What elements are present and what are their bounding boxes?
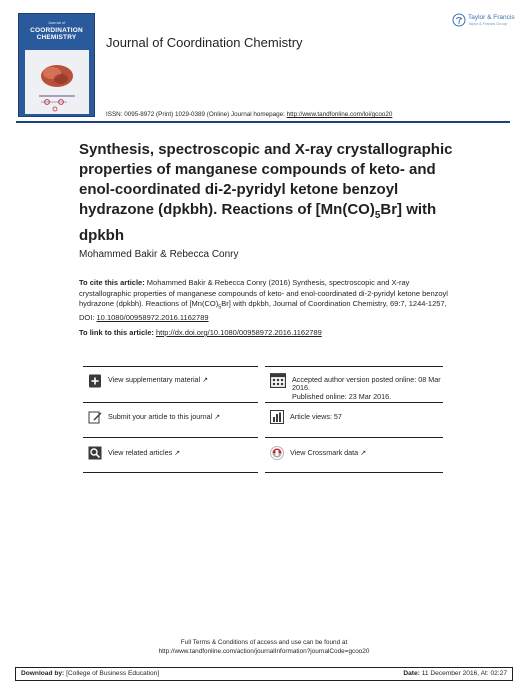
article-link-line [79,328,322,337]
external-link-icon: ↗ [202,377,209,384]
cite-label: To cite this article: [79,278,145,287]
issn-line [106,111,392,118]
cover-title-line1: COORDINATION [30,27,83,34]
cover-molecule-illustration [25,50,89,114]
calendar-icon [270,372,286,388]
edit-pencil-icon [88,410,102,424]
submit-article-link[interactable] [88,410,220,424]
grid-rule-bottom-left [83,472,258,473]
publisher-tagline: Taylor & Francis Group [468,22,507,26]
view-related-articles-link[interactable] [88,446,180,460]
taylor-francis-logo-icon [452,13,466,27]
article-doi-url[interactable]: http://dx.doi.org/10.1080/00958972.2016.1162789 [155,328,322,337]
cover-title-line2: CHEMISTRY [36,34,77,41]
article-title-part2: Br] with dpkbh [79,201,437,244]
link-label: To link to this article: [79,328,156,337]
cite-subscript: 5 [218,304,222,311]
search-document-icon [88,446,102,460]
grid-rule-r1-right [265,402,443,403]
document-plus-icon [88,374,102,388]
grid-rule-r2-right [265,437,443,438]
header-divider [16,121,510,123]
related-label: View related articles [108,448,173,457]
issn-text: ISSN: 0095-8972 (Print) 1029-0389 (Online) Journal homepage: [106,111,287,118]
journal-cover-image [18,13,95,117]
citation-block [79,278,451,324]
crossmark-icon [270,446,284,460]
bar-chart-icon [270,410,284,424]
view-supplementary-material-link[interactable] [88,374,208,388]
view-crossmark-link[interactable] [270,446,366,460]
cover-top-label: Journal of [47,20,66,25]
cite-text1: Mohammed Bakir & Rebecca Conry (2016) Synthesis, spectroscopic and X-ray crystallographic properties of manganese compounds of keto- and enol-coordinated di-2-pyridyl ketone benzoyl hydrazone (dpkbh). Reactions of [Mn(CO) [79,278,448,309]
grid-rule-top-right [265,366,443,367]
article-views [270,410,342,424]
download-info-bar [15,667,513,681]
grid-rule-r2-left [83,437,258,438]
accepted-date: Accepted author version posted online: 08 Mar 2016. [292,375,441,393]
submit-label: Submit your article to this journal [108,412,213,421]
terms-url[interactable]: http://www.tandfonline.com/action/journalInformation?journalCode=gcoo20 [158,647,370,655]
journal-homepage-link[interactable]: http://www.tandfonline.com/loi/gcoo20 [286,111,393,118]
grid-rule-r1-left [83,402,258,403]
journal-name: Journal of Coordination Chemistry [106,35,303,50]
publisher-logo[interactable] [452,13,514,29]
grid-rule-top-left [83,366,258,367]
publisher-name: Taylor & Francis [468,14,515,21]
published-date: Published online: 23 Mar 2016. [292,391,392,401]
article-views-label: Article views: 57 [290,412,342,421]
date-label: Date: [403,670,420,677]
external-link-icon: ↗ [360,450,367,457]
external-link-icon: ↗ [174,450,181,457]
terms-notice [0,639,528,656]
cite-text2: Br] with dpkbh, Journal of Coordination Chemistry, 69:7, 1244-1257, DOI: [79,299,447,323]
supplementary-label: View supplementary material [108,375,201,384]
article-title [79,140,459,246]
date-value: 11 December 2016, At: 02:27 [419,670,507,677]
grid-rule-bottom-right [265,472,443,473]
article-authors: Mohammed Bakir & Rebecca Conry [79,249,239,260]
download-by-value: [College of Business Education] [64,670,160,677]
crossmark-label: View Crossmark data [290,448,359,457]
cite-doi-link[interactable]: 10.1080/00958972.2016.1162789 [96,313,209,323]
external-link-icon: ↗ [214,414,221,421]
download-label: Download by: [21,670,65,677]
terms-line1: Full Terms & Conditions of access and use can be found at [180,639,348,646]
article-title-part1: Synthesis, spectroscopic and X-ray crystallographic properties of manganese compounds of keto- and enol-coordinated di-2-pyridyl ketone benzoyl hydrazone (dpkbh). Reactions of [Mn(CO) [79,141,453,218]
article-title-subscript: 5 [374,210,381,221]
publication-dates [270,372,442,401]
